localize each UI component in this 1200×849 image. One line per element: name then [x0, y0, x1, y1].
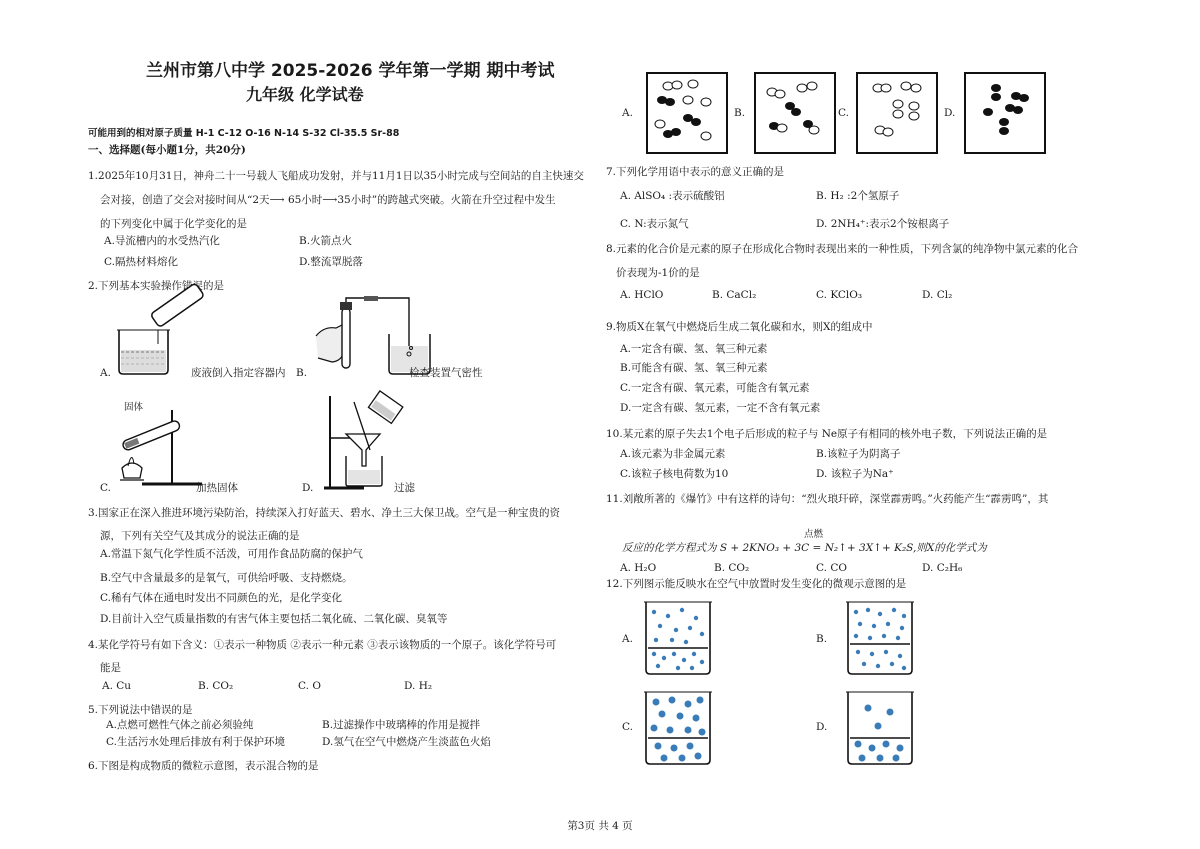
q6-a-letter: A.	[622, 107, 633, 119]
q6-c-letter: C.	[838, 107, 849, 119]
q12-stem: 12.下列图示能反映水在空气中放置时发生变化的微观示意图的是	[606, 578, 907, 590]
q2-b-caption: 检查装置气密性	[409, 367, 483, 379]
q10-option-a: A.该元素为非金属元素	[620, 448, 726, 460]
q2-a-caption: 废液倒入指定容器内	[191, 367, 286, 379]
q12-c-letter: C.	[622, 721, 633, 733]
page-footer: 第3页 共 4 页	[567, 820, 633, 832]
q8-line2: 价表现为-1价的是	[616, 267, 700, 279]
q6-d-letter: D.	[944, 107, 956, 119]
q4-line2: 能是	[100, 662, 121, 674]
q5-option-b: B.过滤操作中玻璃棒的作用是搅拌	[322, 719, 481, 731]
q2-d-caption: 过滤	[394, 482, 415, 494]
q7-option-c: C. N:表示氮气	[620, 218, 689, 230]
q7-option-b: B. H₂ :2个氢原子	[816, 190, 900, 202]
q11-option-a: A. H₂O	[620, 562, 657, 574]
q4-line1: 4.某化学符号有如下含义：①表示一种物质 ②表示一种元素 ③表示该物质的一个原子。该化学符号可	[88, 639, 557, 651]
beaker-diagram-a	[642, 598, 714, 676]
q3-option-c: C.稀有气体在通电时发出不同颜色的光，是化学变化	[100, 592, 342, 604]
q2-d-letter: D.	[302, 482, 314, 494]
q12-d-letter: D.	[816, 721, 828, 733]
q9-option-c: C.一定含有碳、氧元素，可能含有氧元素	[620, 382, 810, 394]
airtightness-check-illustration	[314, 296, 499, 376]
q6-stem: 6.下图是构成物质的微粒示意图，表示混合物的是	[88, 760, 319, 772]
q1-line1: 1.2025年10月31日，神舟二十一号载人飞船成功发射，并与11月1日以35小时完成与空间站的自主快速交	[88, 170, 584, 182]
q6-particle-box-b	[754, 72, 836, 154]
filtration-illustration	[324, 392, 414, 492]
q8-option-c: C. KClO₃	[816, 289, 863, 301]
page-subtitle: 九年级 化学试卷	[246, 85, 364, 104]
q3-option-a: A.常温下氮气化学性质不活泼，可用作食品防腐的保护气	[100, 548, 363, 560]
page-title: 兰州市第八中学 2025-2026 学年第一学期 期中考试	[146, 61, 555, 81]
q7-stem: 7.下列化学用语中表示的意义正确的是	[606, 166, 785, 178]
q4-option-a: A. Cu	[102, 680, 132, 692]
particle-diagram-d	[966, 74, 1044, 152]
q3-line2: 源，下列有关空气及其成分的说法正确的是	[100, 530, 300, 542]
atomic-masses: 可能用到的相对原子质量 H-1 C-12 O-16 N-14 S-32 Cl-35.5 Sr-88	[88, 128, 400, 139]
q8-option-b: B. CaCl₂	[712, 289, 757, 301]
q9-stem: 9.物质X在氧气中燃烧后生成二氧化碳和水，则X的组成中	[606, 321, 873, 333]
q7-option-a: A. AlSO₄ :表示硫酸铝	[620, 190, 725, 202]
q6-b-letter: B.	[734, 107, 746, 119]
q1-option-d: D.整流罩脱落	[299, 256, 363, 268]
q3-line1: 3.国家正在深入推进环境污染防治，持续深入打好蓝天、碧水、净土三大保卫战。空气是一种宝贵的资	[88, 507, 561, 519]
particle-diagram-b	[756, 74, 834, 152]
q10-option-b: B.该粒子为阴离子	[816, 448, 901, 460]
q5-stem: 5.下列说法中错误的是	[88, 704, 193, 716]
q8-option-a: A. HClO	[620, 289, 664, 301]
q1-line3: 的下列变化中属于化学变化的是	[100, 218, 247, 230]
q11-equation: 反应的化学方程式为 S + 2KNO₃ + 3C = N₂↑+ 3X↑+ K₂S,则X的化学式为	[622, 542, 987, 554]
q1-option-c: C.隔热材料熔化	[104, 256, 178, 268]
particle-diagram-a	[648, 74, 726, 152]
beaker-diagram-b	[844, 598, 916, 676]
q2-a-letter: A.	[100, 367, 111, 379]
q2-c-caption: 加热固体	[196, 482, 238, 494]
section-heading: 一、选择题(每小题1分，共20分)	[88, 144, 246, 156]
q1-line2: 会对接，创造了交会对接时间从“2天⟶ 65小时⟶35小时”的跨越式突破。火箭在升空过程中发生	[100, 194, 556, 206]
q5-option-d: D.氢气在空气中燃烧产生淡蓝色火焰	[322, 736, 491, 748]
q1-option-a: A.导流槽内的水受热汽化	[104, 235, 220, 247]
q6-particle-box-c	[856, 72, 938, 154]
q3-option-b: B.空气中含量最多的是氧气，可供给呼吸、支持燃烧。	[100, 572, 353, 584]
particle-diagram-c	[858, 74, 936, 152]
q5-option-c: C.生活污水处理后排放有利于保护环境	[106, 736, 285, 748]
beaker-diagram-c	[642, 688, 714, 766]
right-column	[604, 0, 1134, 849]
q9-option-b: B.可能含有碳、氢、氧三种元素	[620, 362, 768, 374]
q12-a-letter: A.	[622, 633, 633, 645]
q5-option-a: A.点燃可燃性气体之前必须验纯	[106, 719, 254, 731]
q2-c-label: 固体	[124, 402, 144, 413]
left-column	[84, 0, 599, 849]
q3-option-d: D.目前计入空气质量指数的有害气体主要包括二氧化硫、二氧化碳、臭氧等	[100, 613, 448, 625]
q4-option-b: B. CO₂	[198, 680, 234, 692]
q8-option-d: D. Cl₂	[922, 289, 953, 301]
q4-option-d: D. H₂	[404, 680, 433, 692]
q11-option-d: D. C₂H₆	[922, 562, 963, 574]
q11-option-b: B. CO₂	[714, 562, 750, 574]
q9-option-d: D.一定含有碳、氢元素，一定不含有氧元素	[620, 402, 821, 414]
q11-condition: 点燃	[804, 529, 824, 540]
heating-solid-illustration	[112, 398, 212, 488]
q8-line1: 8.元素的化合价是元素的原子在形成化合物时表现出来的一种性质，下列含氯的纯净物中氯元素的化合	[606, 243, 1079, 255]
q7-option-d: D. 2NH₄⁺:表示2个铵根离子	[816, 218, 950, 230]
q4-option-c: C. O	[298, 680, 321, 692]
q2-c-letter: C.	[100, 482, 111, 494]
beaker-diagram-d	[844, 688, 916, 766]
q9-option-a: A.一定含有碳、氢、氧三种元素	[620, 343, 768, 355]
q2-b-letter: B.	[296, 367, 308, 379]
q2-stem: 2.下列基本实验操作错误的是	[88, 280, 225, 292]
q11-option-c: C. CO	[816, 562, 847, 574]
q11-line1: 11.刘敞所著的《爆竹》中有这样的诗句：“烈火琅玕碎，深堂霹雳鸣。”火药能产生“霹雳鸣”，其	[606, 493, 1049, 505]
q6-particle-box-a	[646, 72, 728, 154]
q6-particle-box-d	[964, 72, 1046, 154]
q12-b-letter: B.	[816, 633, 828, 645]
q1-option-b: B.火箭点火	[299, 235, 353, 247]
q10-option-d: D. 该粒子为Na⁺	[816, 468, 894, 480]
q10-option-c: C.该粒子核电荷数为10	[620, 468, 729, 480]
q10-stem: 10.某元素的原子失去1个电子后形成的粒子与 Ne原子有相同的核外电子数，下列说法正确的是	[606, 428, 1048, 440]
